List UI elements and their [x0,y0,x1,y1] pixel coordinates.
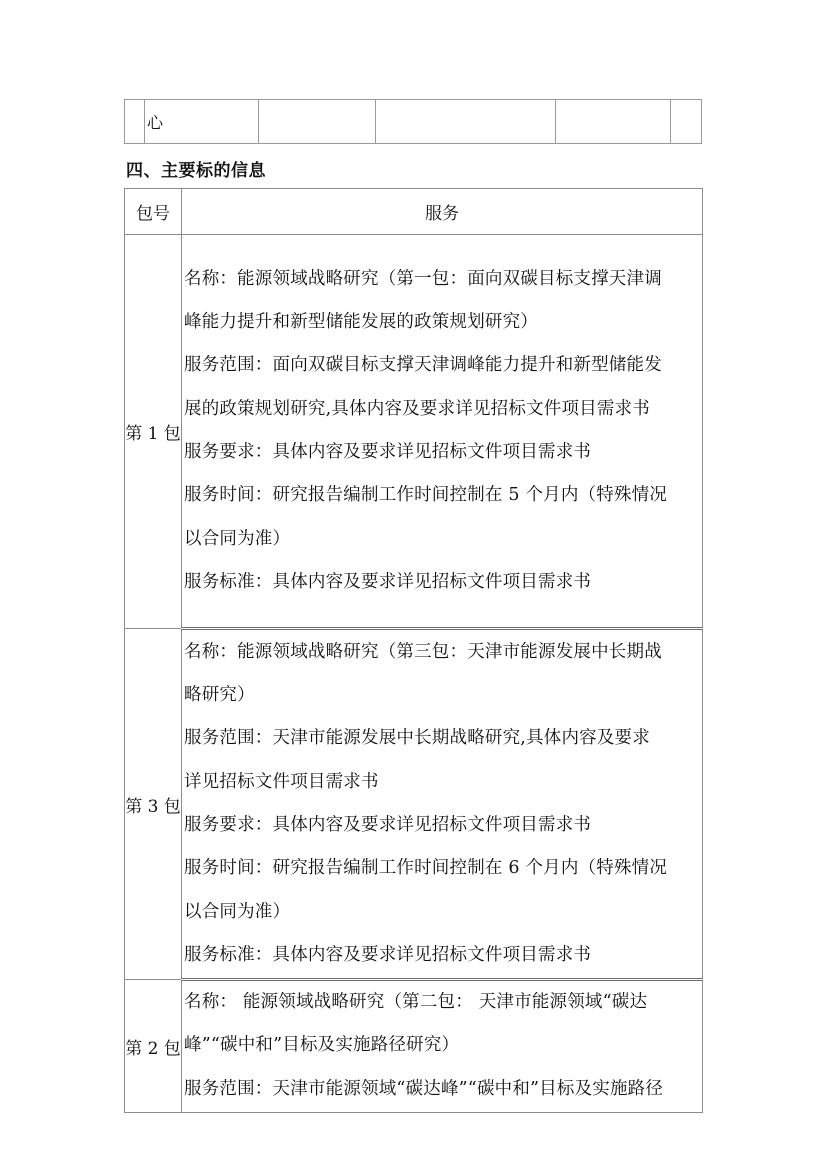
table-header-row [125,189,703,235]
empty-cell [125,100,145,144]
empty-cell [376,100,556,144]
package-label: 第 3 包 [125,629,182,980]
service-line: 服务时间：研究报告编制工作时间控制在 5 个月内（特殊情况 [184,485,668,506]
service-line: 名称： 能源领域战略研究（第二包： 天津市能源领域“碳达 [184,992,648,1012]
service-line: 服务时间：研究报告编制工作时间控制在 6 个月内（特殊情况 [184,858,668,879]
empty-cell [556,100,671,144]
service-line: 峰”“碳中和”目标及实施路径研究） [184,1035,460,1056]
service-details [182,980,703,1113]
service-line: 服务标准：具体内容及要求详见招标文件项目需求书 [184,944,592,965]
table-row [125,629,703,980]
service-details [182,629,703,980]
header-service: 服务 [182,189,703,235]
continued-table-fragment [124,99,702,144]
service-line: 以合同为准） [184,901,291,922]
service-line: 服务要求：具体内容及要求详见招标文件项目需求书 [184,442,592,462]
service-line: 服务要求：具体内容及要求详见招标文件项目需求书 [184,815,592,835]
service-line: 名称：能源领域战略研究（第一包：面向双碳目标支撑天津调 [184,268,662,289]
service-details [182,235,703,629]
header-package: 包号 [125,189,182,235]
service-line: 略研究） [184,685,255,706]
table-row [125,980,703,1113]
table-row [125,235,703,629]
service-line: 以合同为准） [184,528,291,549]
service-line: 名称：能源领域战略研究（第三包：天津市能源发展中长期战 [184,641,662,662]
service-line: 详见招标文件项目需求书 [184,771,379,792]
targets-table [124,188,703,1113]
service-line: 峰能力提升和新型储能发展的政策规划研究） [184,312,538,333]
package-label: 第 2 包 [125,980,182,1113]
package-label: 第 1 包 [125,235,182,629]
service-line: 展的政策规划研究,具体内容及要求详见招标文件项目需求书 [184,398,650,419]
empty-cell [671,100,702,144]
continued-cell-text: 心 [145,100,259,144]
section-title: 四、主要标的信息 [126,161,266,181]
service-line: 服务范围：面向双碳目标支撑天津调峰能力提升和新型储能发 [184,355,662,376]
empty-cell [259,100,376,144]
service-line: 服务标准：具体内容及要求详见招标文件项目需求书 [184,571,592,592]
service-line: 服务范围：天津市能源领域“碳达峰”“碳中和”目标及实施路径 [184,1078,664,1099]
service-line: 服务范围：天津市能源发展中长期战略研究,具体内容及要求 [184,728,650,749]
